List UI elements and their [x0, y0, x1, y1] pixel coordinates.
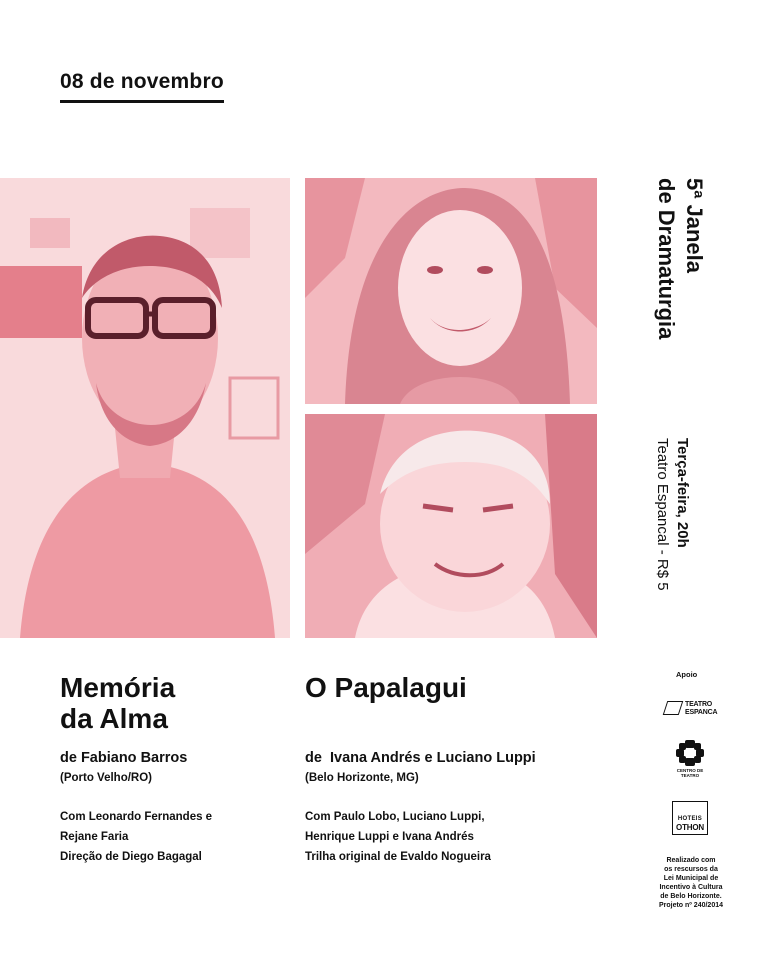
show-origin: (Belo Horizonte, MG) [305, 772, 419, 784]
centro-de-teatro-text: CENTRO DE TEATRO [676, 768, 704, 778]
festival-title-line1: 5ª Janela [682, 178, 707, 273]
funding-line: de Belo Horizonte. [660, 893, 722, 900]
event-date: 08 de novembro [60, 70, 224, 103]
hoteis-othon-logo [672, 801, 708, 835]
author-photo-luciano-luppi [305, 414, 597, 638]
author-photo-fabiano-barros [0, 178, 290, 638]
credit-line: Com Leonardo Fernandes e [60, 811, 213, 823]
show-origin: (Porto Velho/RO) [60, 772, 152, 784]
festival-title [652, 178, 708, 339]
schedule-venue-price: Teatro Espancal - R$ 5 [654, 438, 671, 591]
funding-line: Incentivo à Cultura [659, 884, 723, 891]
show-credits [60, 807, 212, 867]
espanca-mark-icon [663, 701, 684, 715]
credit-line: Com Paulo Lobo, Luciano Luppi, [305, 811, 485, 823]
show-title-memoria-da-alma [60, 672, 260, 734]
show-title-o-papalagui [305, 672, 585, 703]
flower-emblem-icon [676, 740, 704, 766]
espanca-logo-text: TEATRO ESPANCA [685, 701, 718, 716]
show-title-line1: Memória [60, 672, 176, 703]
funding-line: Lei Municipal de [663, 875, 719, 882]
show-title-line2: da Alma [60, 703, 168, 734]
teatro-espanca-logo [663, 698, 717, 720]
credit-line: Rejane Faria [60, 831, 129, 843]
credit-line: Trilha original de Evaldo Nogueira [305, 851, 491, 863]
show-author: de Ivana Andrés e Luciano Luppi [305, 750, 536, 766]
author-photo-ivana-andres [305, 178, 597, 404]
funding-note [645, 856, 737, 910]
support-label: Apoio [676, 670, 698, 679]
festival-title-line2: de Dramaturgia [654, 178, 679, 340]
schedule-info [652, 438, 692, 591]
schedule-day-time: Terça-feira, 20h [674, 438, 691, 548]
centro-de-teatro-logo [676, 740, 704, 780]
othon-line2: OTHON [676, 823, 704, 832]
funding-line: Realizado com [666, 857, 716, 864]
othon-line1: HOTEIS [677, 816, 703, 822]
credit-line: Direção de Diego Bagagal [60, 851, 202, 863]
credit-line: Henrique Luppi e Ivana Andrés [305, 831, 474, 843]
show-credits [305, 807, 491, 867]
funding-line: Projeto nº 240/2014 [658, 902, 724, 909]
show-title-line1: O Papalagui [305, 672, 467, 703]
funding-line: os rescursos da [664, 866, 718, 873]
show-author: de Fabiano Barros [60, 750, 188, 766]
